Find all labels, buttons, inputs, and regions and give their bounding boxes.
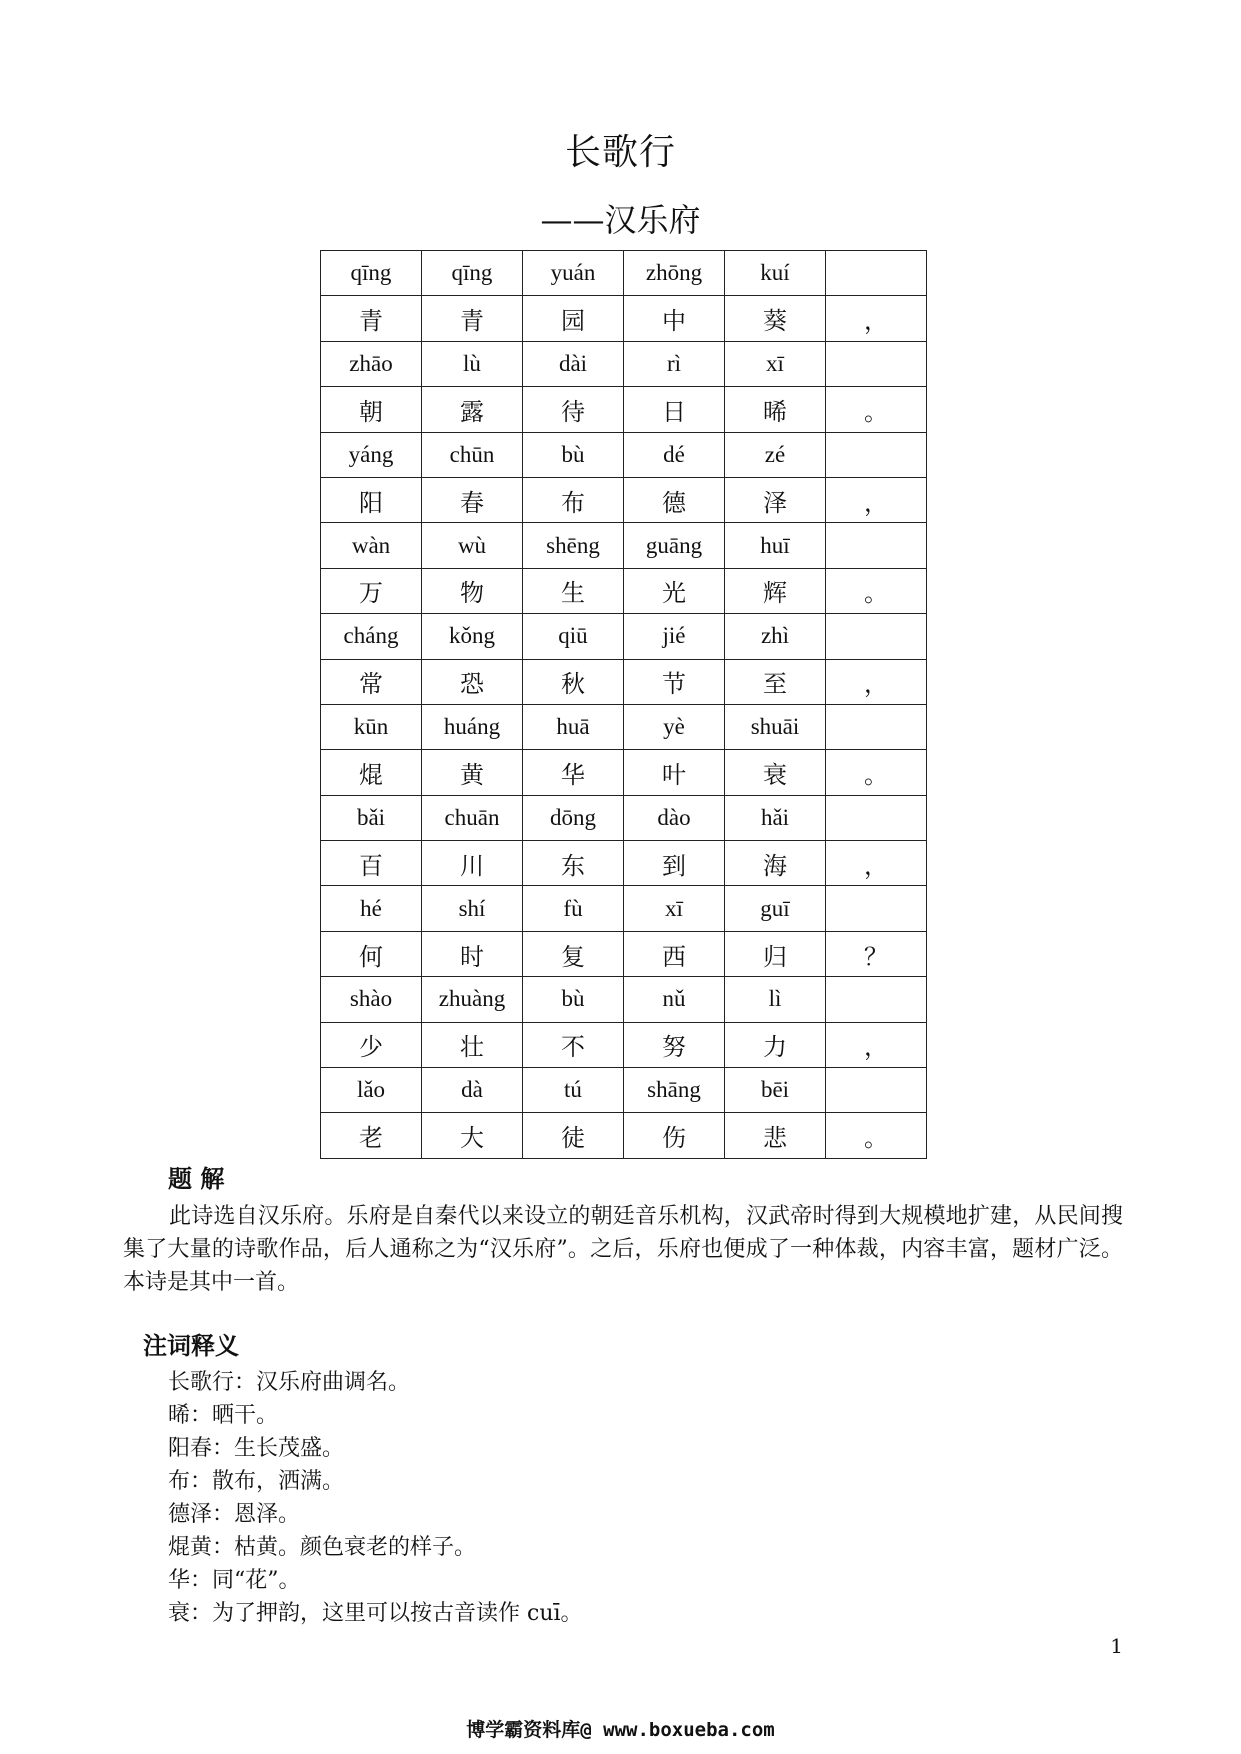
hanzi-cell: 中 (624, 296, 725, 341)
hanzi-cell: 黄 (422, 750, 523, 795)
pinyin-cell: hé (321, 886, 422, 931)
tijie-heading: 题 解 (168, 1165, 225, 1193)
pinyin-cell: yè (624, 704, 725, 749)
hanzi-cell: 秋 (523, 659, 624, 704)
pinyin-cell: yáng (321, 432, 422, 477)
note-item: 焜黄：枯黄。颜色衰老的样子。 (168, 1535, 477, 1560)
note-item: 阳春：生长茂盛。 (168, 1436, 345, 1461)
pinyin-cell: zhuàng (422, 977, 523, 1022)
punctuation-cell: 。 (826, 1113, 927, 1158)
hanzi-cell: 归 (725, 931, 826, 976)
note-item: 晞：晒干。 (168, 1403, 279, 1428)
punctuation-cell: ， (826, 659, 927, 704)
hanzi-row (321, 841, 927, 886)
hanzi-cell: 生 (523, 568, 624, 613)
empty-cell (826, 1068, 927, 1113)
hanzi-cell: 东 (523, 841, 624, 886)
pinyin-cell: shāng (624, 1068, 725, 1113)
hanzi-cell: 常 (321, 659, 422, 704)
punctuation-cell: 。 (826, 387, 927, 432)
notes-list (168, 1366, 583, 1630)
note-item: 华：同“花”。 (168, 1568, 301, 1593)
pinyin-row (321, 523, 927, 568)
hanzi-cell: 至 (725, 659, 826, 704)
pinyin-cell: qīng (422, 251, 523, 296)
hanzi-cell: 悲 (725, 1113, 826, 1158)
pinyin-cell: guī (725, 886, 826, 931)
pinyin-cell: chuān (422, 795, 523, 840)
pinyin-cell: dào (624, 795, 725, 840)
poem-source: ——汉乐府 (540, 201, 701, 239)
hanzi-cell: 物 (422, 568, 523, 613)
pinyin-cell: huáng (422, 704, 523, 749)
hanzi-cell: 伤 (624, 1113, 725, 1158)
pinyin-cell: qīng (321, 251, 422, 296)
punctuation-cell: ， (826, 841, 927, 886)
pinyin-cell: huī (725, 523, 826, 568)
pinyin-cell: xī (624, 886, 725, 931)
hanzi-cell: 徒 (523, 1113, 624, 1158)
hanzi-row (321, 931, 927, 976)
pinyin-cell: dé (624, 432, 725, 477)
pinyin-cell: guāng (624, 523, 725, 568)
empty-cell (826, 795, 927, 840)
pinyin-cell: lǎo (321, 1068, 422, 1113)
empty-cell (826, 341, 927, 386)
pinyin-cell: yuán (523, 251, 624, 296)
hanzi-row (321, 296, 927, 341)
punctuation-cell: ， (826, 477, 927, 522)
hanzi-cell: 德 (624, 477, 725, 522)
hanzi-row (321, 477, 927, 522)
pinyin-cell: rì (624, 341, 725, 386)
pinyin-row (321, 1068, 927, 1113)
punctuation-cell: ， (826, 296, 927, 341)
hanzi-row (321, 568, 927, 613)
hanzi-cell: 露 (422, 387, 523, 432)
punctuation-cell: 。 (826, 750, 927, 795)
hanzi-cell: 泽 (725, 477, 826, 522)
hanzi-cell: 不 (523, 1022, 624, 1067)
empty-cell (826, 977, 927, 1022)
hanzi-row (321, 659, 927, 704)
hanzi-cell: 壮 (422, 1022, 523, 1067)
pinyin-cell: shēng (523, 523, 624, 568)
pinyin-cell: cháng (321, 614, 422, 659)
empty-cell (826, 251, 927, 296)
hanzi-cell: 努 (624, 1022, 725, 1067)
pinyin-row (321, 977, 927, 1022)
hanzi-row (321, 1113, 927, 1158)
hanzi-cell: 焜 (321, 750, 422, 795)
pinyin-cell: bù (523, 432, 624, 477)
hanzi-cell: 日 (624, 387, 725, 432)
pinyin-cell: dà (422, 1068, 523, 1113)
empty-cell (826, 432, 927, 477)
punctuation-cell: ， (826, 1022, 927, 1067)
pinyin-cell: shào (321, 977, 422, 1022)
pinyin-cell: bēi (725, 1068, 826, 1113)
pinyin-cell: jié (624, 614, 725, 659)
pinyin-cell: xī (725, 341, 826, 386)
pinyin-cell: kūn (321, 704, 422, 749)
empty-cell (826, 614, 927, 659)
pinyin-cell: nǔ (624, 977, 725, 1022)
hanzi-cell: 辉 (725, 568, 826, 613)
note-item: 长歌行：汉乐府曲调名。 (168, 1370, 411, 1395)
hanzi-row (321, 1022, 927, 1067)
hanzi-cell: 力 (725, 1022, 826, 1067)
hanzi-row (321, 750, 927, 795)
hanzi-cell: 朝 (321, 387, 422, 432)
hanzi-cell: 万 (321, 568, 422, 613)
hanzi-cell: 何 (321, 931, 422, 976)
hanzi-cell: 百 (321, 841, 422, 886)
pinyin-cell: bǎi (321, 795, 422, 840)
pinyin-cell: zhì (725, 614, 826, 659)
pinyin-cell: huā (523, 704, 624, 749)
hanzi-cell: 川 (422, 841, 523, 886)
hanzi-cell: 华 (523, 750, 624, 795)
hanzi-cell: 青 (422, 296, 523, 341)
pinyin-cell: wàn (321, 523, 422, 568)
note-item: 衰：为了押韵，这里可以按古音读作 cuī。 (168, 1601, 583, 1626)
hanzi-cell: 葵 (725, 296, 826, 341)
punctuation-cell: ？ (826, 931, 927, 976)
note-item: 德泽：恩泽。 (168, 1502, 301, 1527)
hanzi-row (321, 387, 927, 432)
notes-heading: 注词释义 (143, 1332, 239, 1360)
pinyin-cell: lù (422, 341, 523, 386)
pinyin-row (321, 704, 927, 749)
hanzi-cell: 时 (422, 931, 523, 976)
hanzi-cell: 春 (422, 477, 523, 522)
hanzi-cell: 复 (523, 931, 624, 976)
pinyin-cell: zhāo (321, 341, 422, 386)
pinyin-cell: zé (725, 432, 826, 477)
hanzi-cell: 大 (422, 1113, 523, 1158)
hanzi-cell: 海 (725, 841, 826, 886)
pinyin-row (321, 795, 927, 840)
hanzi-cell: 到 (624, 841, 725, 886)
pinyin-row (321, 341, 927, 386)
pinyin-cell: shí (422, 886, 523, 931)
hanzi-cell: 光 (624, 568, 725, 613)
hanzi-cell: 叶 (624, 750, 725, 795)
pinyin-cell: hǎi (725, 795, 826, 840)
poem-title: 长歌行 (564, 132, 676, 173)
hanzi-cell: 布 (523, 477, 624, 522)
hanzi-cell: 衰 (725, 750, 826, 795)
hanzi-cell: 阳 (321, 477, 422, 522)
hanzi-cell: 西 (624, 931, 725, 976)
footer-watermark: 博学霸资料库@ www.boxueba.com (466, 1719, 775, 1741)
pinyin-cell: dōng (523, 795, 624, 840)
hanzi-cell: 老 (321, 1113, 422, 1158)
hanzi-cell: 节 (624, 659, 725, 704)
hanzi-cell: 恐 (422, 659, 523, 704)
pinyin-cell: lì (725, 977, 826, 1022)
hanzi-cell: 待 (523, 387, 624, 432)
pinyin-cell: fù (523, 886, 624, 931)
page-number: 1 (1110, 1634, 1123, 1658)
hanzi-cell: 园 (523, 296, 624, 341)
hanzi-cell: 少 (321, 1022, 422, 1067)
pinyin-cell: kǒng (422, 614, 523, 659)
empty-cell (826, 523, 927, 568)
punctuation-cell: 。 (826, 568, 927, 613)
pinyin-row (321, 614, 927, 659)
pinyin-cell: tú (523, 1068, 624, 1113)
note-item: 布：散布，洒满。 (168, 1469, 345, 1494)
pinyin-row (321, 886, 927, 931)
empty-cell (826, 704, 927, 749)
pinyin-cell: dài (523, 341, 624, 386)
pinyin-cell: shuāi (725, 704, 826, 749)
pinyin-row (321, 251, 927, 296)
tijie-paragraph: 此诗选自汉乐府。乐府是自秦代以来设立的朝廷音乐机构，汉武帝时得到大规模地扩建，从民间搜集了大量的诗歌作品，后人通称之为“汉乐府”。之后，乐府也便成了一种体裁，内容丰富，题材广泛。本诗是其中一首。 (123, 1204, 1123, 1295)
pinyin-cell: wù (422, 523, 523, 568)
pinyin-cell: qiū (523, 614, 624, 659)
pinyin-row (321, 432, 927, 477)
pinyin-cell: zhōng (624, 251, 725, 296)
pinyin-cell: bù (523, 977, 624, 1022)
hanzi-cell: 晞 (725, 387, 826, 432)
pinyin-cell: kuí (725, 251, 826, 296)
hanzi-cell: 青 (321, 296, 422, 341)
empty-cell (826, 886, 927, 931)
pinyin-cell: chūn (422, 432, 523, 477)
poem-table (320, 250, 927, 1159)
